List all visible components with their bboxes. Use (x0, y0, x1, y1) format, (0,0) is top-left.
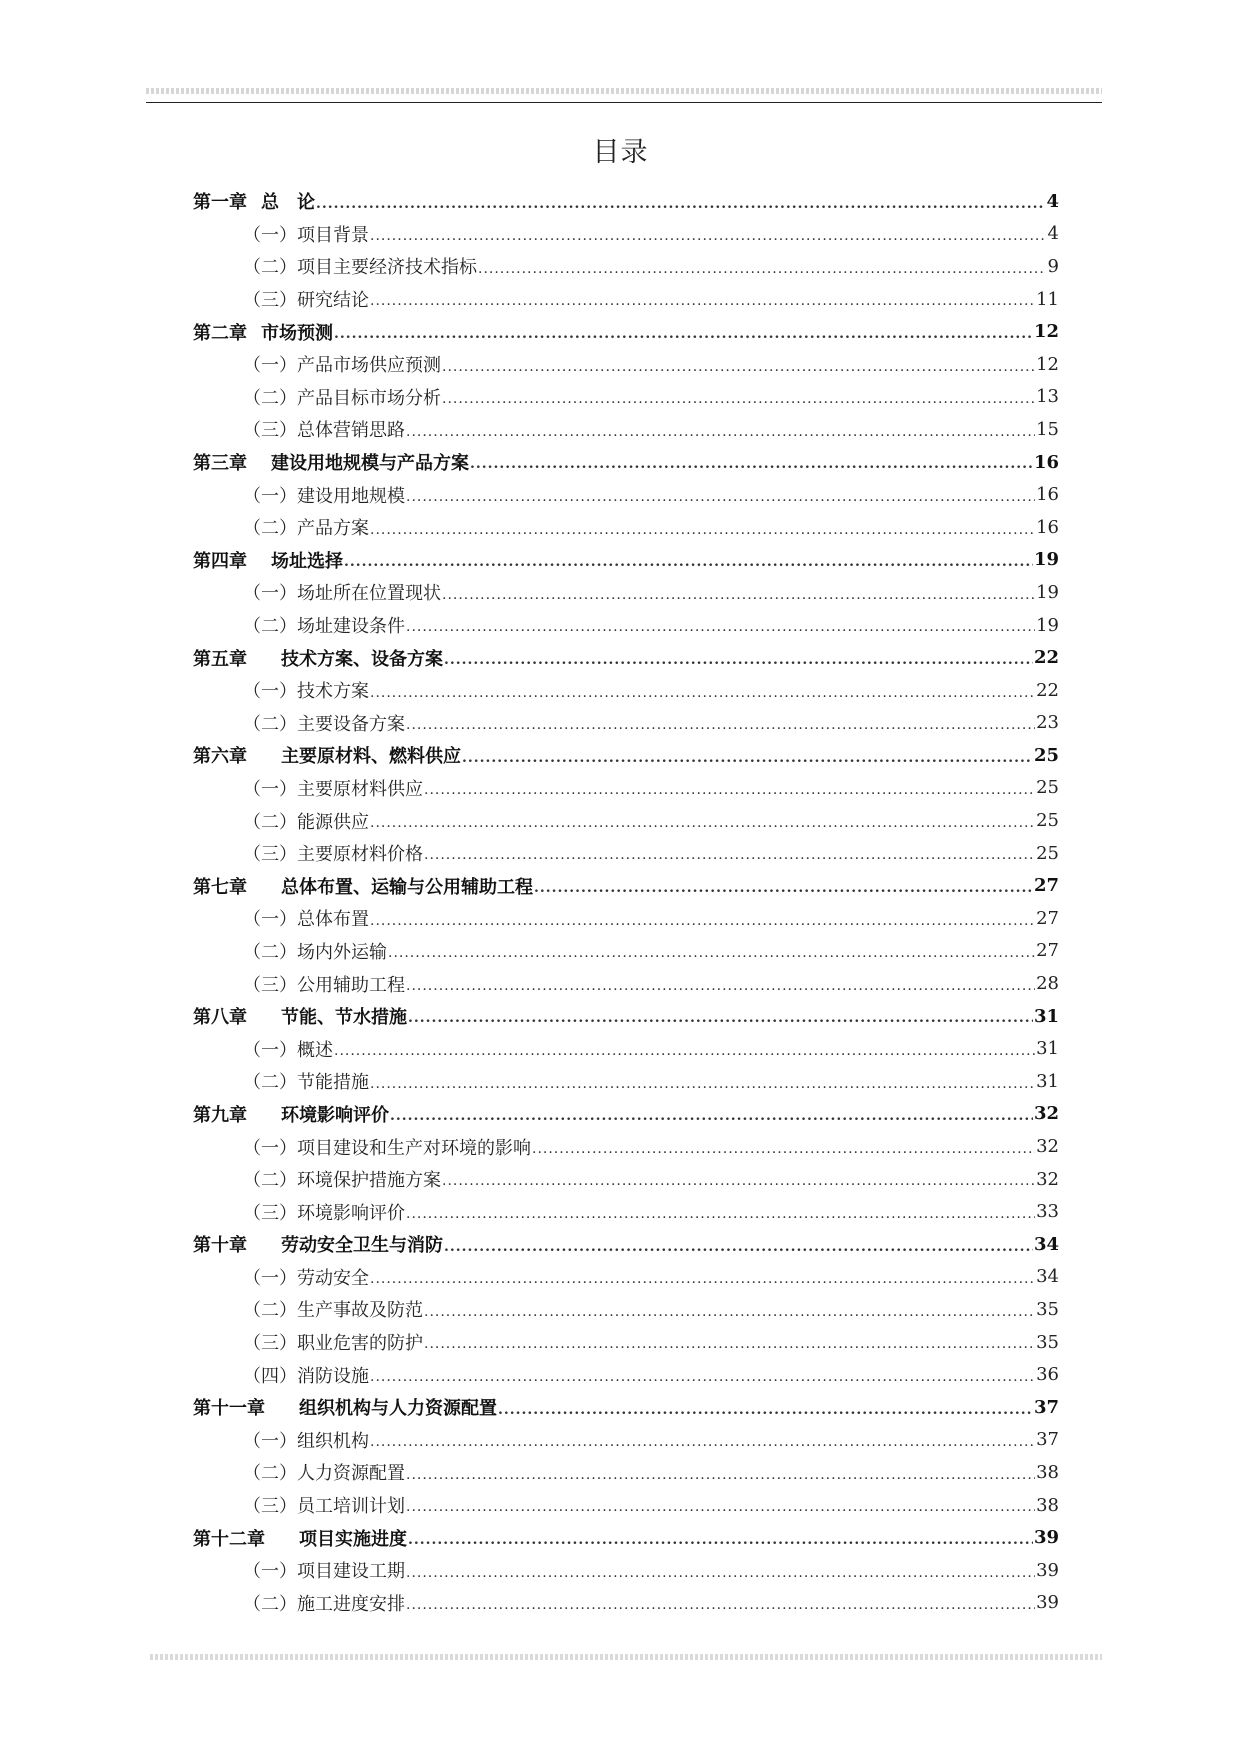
dot-leader (442, 390, 1035, 413)
page-number: 11 (1036, 288, 1059, 310)
dot-leader (408, 1009, 1033, 1032)
page-number: 25 (1036, 810, 1059, 832)
page-number: 22 (1033, 647, 1059, 669)
header-rule (146, 102, 1102, 103)
chapter-number: 第五章 (193, 648, 247, 670)
chapter-number: 第九章 (193, 1104, 247, 1126)
toc-section-entry[interactable] (193, 1065, 1059, 1098)
toc-chapter-entry[interactable] (193, 185, 1059, 218)
section-title: （二）人力资源配置 (243, 1463, 405, 1485)
section-title: （一）场址所在位置现状 (243, 583, 441, 605)
page-number: 23 (1036, 712, 1059, 734)
section-title: （三）公用辅助工程 (243, 974, 405, 996)
page-number: 25 (1036, 842, 1059, 864)
dot-leader (442, 358, 1035, 381)
chapter-title: 总 论 (261, 192, 315, 214)
dot-leader (370, 521, 1035, 544)
section-title: （二）能源供应 (243, 811, 369, 833)
toc-section-entry[interactable] (193, 609, 1059, 642)
page-number: 32 (1036, 1136, 1059, 1158)
dot-leader (370, 684, 1035, 707)
dot-leader (424, 1335, 1035, 1358)
toc-section-entry[interactable] (193, 1554, 1059, 1587)
dot-leader (444, 1238, 1033, 1261)
chapter-title: 主要原材料、燃料供应 (281, 746, 461, 768)
chapter-number: 第十章 (193, 1235, 247, 1257)
section-title: （二）施工进度安排 (243, 1593, 405, 1615)
page-number: 27 (1036, 907, 1059, 929)
section-title: （二）产品目标市场分析 (243, 387, 441, 409)
toc-section-entry[interactable] (193, 1489, 1059, 1522)
page-number: 4 (1047, 223, 1059, 245)
toc-chapter-entry[interactable] (193, 739, 1059, 772)
toc-chapter-entry[interactable] (193, 641, 1059, 674)
chapter-number: 第二章 (193, 322, 247, 344)
dot-leader (406, 423, 1035, 446)
dot-leader (370, 912, 1035, 935)
section-title: （一）产品市场供应预测 (243, 355, 441, 377)
footer-noise (150, 1654, 1102, 1660)
page-number: 38 (1036, 1494, 1059, 1516)
dot-leader (406, 1596, 1035, 1619)
page-number: 19 (1036, 614, 1059, 636)
toc-section-entry[interactable] (193, 1195, 1059, 1228)
section-title: （一）主要原材料供应 (243, 778, 423, 800)
section-title: （一）劳动安全 (243, 1267, 369, 1289)
page-number: 15 (1036, 418, 1059, 440)
page-number: 25 (1033, 744, 1059, 766)
page-number: 32 (1036, 1168, 1059, 1190)
dot-leader (370, 1433, 1035, 1456)
page-number: 38 (1036, 1461, 1059, 1483)
section-title: （二）生产事故及防范 (243, 1300, 423, 1322)
toc-section-entry[interactable] (193, 1032, 1059, 1065)
dot-leader (406, 488, 1035, 511)
dot-leader (334, 325, 1033, 348)
dot-leader (406, 1498, 1035, 1521)
section-title: （一）技术方案 (243, 681, 369, 703)
toc-section-entry[interactable] (193, 413, 1059, 446)
dot-leader (424, 1303, 1035, 1326)
dot-leader (316, 195, 1044, 218)
toc-chapter-entry[interactable] (193, 315, 1059, 348)
page-number: 9 (1047, 255, 1059, 277)
page-number: 13 (1036, 386, 1059, 408)
dot-leader (370, 1368, 1035, 1391)
chapter-title: 环境影响评价 (281, 1104, 389, 1126)
toc-section-entry[interactable] (193, 283, 1059, 316)
page-number: 25 (1036, 777, 1059, 799)
dot-leader (370, 1270, 1035, 1293)
dot-leader (532, 1140, 1035, 1163)
toc-section-entry[interactable] (193, 967, 1059, 1000)
section-title: （二）环境保护措施方案 (243, 1170, 441, 1192)
toc-section-entry[interactable] (193, 576, 1059, 609)
toc-chapter-entry[interactable] (193, 1391, 1059, 1424)
toc-section-entry[interactable] (193, 218, 1059, 251)
section-title: （三）环境影响评价 (243, 1202, 405, 1224)
section-title: （一）项目建设和生产对环境的影响 (243, 1137, 531, 1159)
section-title: （一）概述 (243, 1039, 333, 1061)
dot-leader (406, 1205, 1035, 1228)
dot-leader (406, 977, 1035, 1000)
chapter-title: 组织机构与人力资源配置 (299, 1398, 497, 1420)
dot-leader (470, 455, 1033, 478)
toc-section-entry[interactable] (193, 511, 1059, 544)
toc-chapter-entry[interactable] (193, 869, 1059, 902)
section-title: （一）组织机构 (243, 1430, 369, 1452)
page-number: 39 (1036, 1559, 1059, 1581)
page-number: 31 (1036, 1038, 1059, 1060)
toc-section-entry[interactable] (193, 935, 1059, 968)
page-number: 16 (1033, 451, 1059, 473)
toc-title: 目录 (592, 137, 649, 168)
section-title: （二）产品方案 (243, 518, 369, 540)
page-number: 16 (1036, 516, 1059, 538)
chapter-number: 第七章 (193, 876, 247, 898)
page-number: 32 (1033, 1103, 1059, 1125)
dot-leader (334, 1042, 1035, 1065)
page-number: 22 (1036, 679, 1059, 701)
page-number: 31 (1033, 1005, 1059, 1027)
toc-section-entry[interactable] (193, 1587, 1059, 1620)
page-number: 4 (1046, 190, 1059, 212)
page-number: 33 (1036, 1201, 1059, 1223)
dot-leader (344, 553, 1033, 576)
table-of-contents (193, 185, 1059, 1619)
toc-chapter-entry[interactable] (193, 1000, 1059, 1033)
chapter-number: 第三章 (193, 453, 247, 475)
dot-leader (370, 1075, 1035, 1098)
header-noise (146, 88, 1102, 94)
page-number: 36 (1036, 1364, 1059, 1386)
section-title: （二）节能措施 (243, 1072, 369, 1094)
page-number: 34 (1036, 1266, 1059, 1288)
toc-section-entry[interactable] (193, 837, 1059, 870)
page-number: 37 (1036, 1429, 1059, 1451)
page-number: 12 (1036, 353, 1059, 375)
page-number: 27 (1033, 875, 1059, 897)
toc-section-entry[interactable] (193, 1456, 1059, 1489)
section-title: （一）项目背景 (243, 224, 369, 246)
chapter-title: 总体布置、运输与公用辅助工程 (281, 876, 533, 898)
toc-section-entry[interactable] (193, 1163, 1059, 1196)
chapter-title: 项目实施进度 (299, 1528, 407, 1550)
section-title: （一）建设用地规模 (243, 485, 405, 507)
page-number: 27 (1036, 940, 1059, 962)
chapter-number: 第一章 (193, 192, 247, 214)
page-number: 19 (1033, 549, 1059, 571)
toc-section-entry[interactable] (193, 674, 1059, 707)
dot-leader (370, 814, 1035, 837)
page-number: 12 (1033, 321, 1059, 343)
toc-chapter-entry[interactable] (193, 1098, 1059, 1131)
chapter-title: 节能、节水措施 (281, 1007, 407, 1029)
page-number: 35 (1036, 1298, 1059, 1320)
section-title: （一）项目建设工期 (243, 1561, 405, 1583)
toc-section-entry[interactable] (193, 478, 1059, 511)
chapter-title: 技术方案、设备方案 (281, 648, 443, 670)
section-title: （三）职业危害的防护 (243, 1333, 423, 1355)
page-number: 35 (1036, 1331, 1059, 1353)
chapter-title: 建设用地规模与产品方案 (271, 453, 469, 475)
chapter-title: 市场预测 (261, 322, 333, 344)
chapter-title: 劳动安全卫生与消防 (281, 1235, 443, 1257)
page-number: 16 (1036, 484, 1059, 506)
toc-section-entry[interactable] (193, 1424, 1059, 1457)
chapter-number: 第十一章 (193, 1398, 265, 1420)
toc-section-entry[interactable] (193, 1358, 1059, 1391)
dot-leader (534, 879, 1033, 902)
section-title: （三）研究结论 (243, 290, 369, 312)
chapter-number: 第四章 (193, 550, 247, 572)
toc-section-entry[interactable] (193, 707, 1059, 740)
page-number: 39 (1033, 1527, 1059, 1549)
dot-leader (442, 1172, 1035, 1195)
dot-leader (444, 651, 1033, 674)
toc-section-entry[interactable] (193, 1130, 1059, 1163)
toc-section-entry[interactable] (193, 1261, 1059, 1294)
chapter-title: 场址选择 (271, 550, 343, 572)
page-number: 34 (1033, 1233, 1059, 1255)
chapter-number: 第十二章 (193, 1528, 265, 1550)
page-number: 37 (1033, 1396, 1059, 1418)
page-number: 19 (1036, 581, 1059, 603)
toc-chapter-entry[interactable] (193, 544, 1059, 577)
dot-leader (406, 618, 1035, 641)
page-number: 39 (1036, 1592, 1059, 1614)
dot-leader (406, 1466, 1035, 1489)
toc-section-entry[interactable] (193, 381, 1059, 414)
dot-leader (478, 260, 1044, 283)
dot-leader (406, 1564, 1035, 1587)
page-number: 28 (1036, 973, 1059, 995)
section-title: （三）总体营销思路 (243, 420, 405, 442)
toc-chapter-entry[interactable] (193, 1228, 1059, 1261)
section-title: （二）场内外运输 (243, 941, 387, 963)
dot-leader (390, 1107, 1033, 1130)
chapter-number: 第八章 (193, 1007, 247, 1029)
dot-leader (408, 1531, 1033, 1554)
section-title: （二）项目主要经济技术指标 (243, 257, 477, 279)
dot-leader (442, 586, 1035, 609)
toc-section-entry[interactable] (193, 1326, 1059, 1359)
toc-section-entry[interactable] (193, 348, 1059, 381)
section-title: （四）消防设施 (243, 1365, 369, 1387)
toc-chapter-entry[interactable] (193, 1521, 1059, 1554)
section-title: （三）员工培训计划 (243, 1496, 405, 1518)
dot-leader (424, 781, 1035, 804)
section-title: （二）场址建设条件 (243, 616, 405, 638)
page-number: 31 (1036, 1070, 1059, 1092)
toc-section-entry[interactable] (193, 250, 1059, 283)
chapter-number: 第六章 (193, 746, 247, 768)
dot-leader (370, 227, 1044, 250)
toc-section-entry[interactable] (193, 804, 1059, 837)
section-title: （三）主要原材料价格 (243, 844, 423, 866)
section-title: （一）总体布置 (243, 909, 369, 931)
dot-leader (406, 716, 1035, 739)
toc-section-entry[interactable] (193, 902, 1059, 935)
dot-leader (424, 846, 1035, 869)
dot-leader (388, 944, 1035, 967)
dot-leader (370, 292, 1035, 315)
dot-leader (498, 1401, 1033, 1424)
toc-chapter-entry[interactable] (193, 446, 1059, 479)
toc-section-entry[interactable] (193, 1293, 1059, 1326)
dot-leader (462, 749, 1033, 772)
toc-section-entry[interactable] (193, 772, 1059, 805)
section-title: （二）主要设备方案 (243, 713, 405, 735)
